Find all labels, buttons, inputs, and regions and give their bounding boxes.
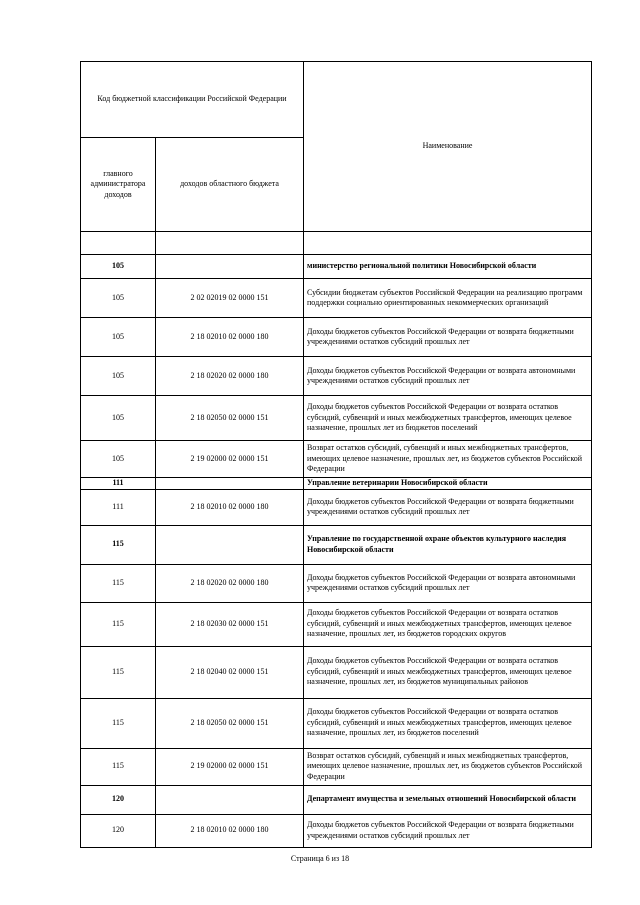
admin-code-cell: 111 (81, 478, 156, 490)
income-code-cell (156, 478, 304, 490)
income-code-cell: 2 02 02019 02 0000 151 (156, 279, 304, 318)
name-cell: Доходы бюджетов субъектов Российской Федерации от возврата бюджетными учреждениями остатков субсидий прошлых лет (304, 814, 592, 847)
income-code-cell: 2 18 02030 02 0000 151 (156, 602, 304, 646)
budget-classification-table (80, 61, 592, 848)
table-row (81, 525, 592, 564)
table-row (81, 646, 592, 698)
table-row (81, 489, 592, 525)
name-cell: министерство региональной политики Новосибирской области (304, 255, 592, 279)
table-row (81, 785, 592, 814)
table-row (81, 602, 592, 646)
name-cell: Управление по государственной охране объектов культурного наследия Новосибирской области (304, 525, 592, 564)
admin-code-cell: 115 (81, 646, 156, 698)
income-code-cell: 2 18 02040 02 0000 151 (156, 646, 304, 698)
table-row (81, 441, 592, 478)
name-cell: Доходы бюджетов субъектов Российской Федерации от возврата бюджетными учреждениями остатков субсидий прошлых лет (304, 318, 592, 357)
admin-code-cell: 115 (81, 748, 156, 785)
table-row (81, 279, 592, 318)
table-row (81, 564, 592, 602)
header-group-title: Код бюджетной классификации Российской Федерации (81, 62, 304, 138)
income-code-cell: 2 18 02050 02 0000 151 (156, 396, 304, 441)
admin-code-cell: 115 (81, 698, 156, 748)
admin-code-cell: 105 (81, 255, 156, 279)
admin-code-cell: 115 (81, 602, 156, 646)
budget-classification-table-container (80, 61, 592, 848)
table-row (81, 357, 592, 396)
name-cell: Доходы бюджетов субъектов Российской Федерации от возврата остатков субсидий, субвенций и иных межбюджетных трансфертов, имеющих целевое назначение, прошлых лет, из бюджетов муниципальных районов (304, 646, 592, 698)
admin-code-cell: 105 (81, 318, 156, 357)
income-code-cell: 2 19 02000 02 0000 151 (156, 441, 304, 478)
admin-code-cell: 105 (81, 441, 156, 478)
header-income-code: доходов областного бюджета (156, 138, 304, 232)
admin-code-cell: 120 (81, 814, 156, 847)
income-code-cell (156, 255, 304, 279)
admin-code-cell: 105 (81, 357, 156, 396)
table-row (81, 698, 592, 748)
income-code-cell: 2 18 02020 02 0000 180 (156, 564, 304, 602)
table-row (81, 318, 592, 357)
admin-code-cell: 111 (81, 489, 156, 525)
admin-code-cell: 115 (81, 564, 156, 602)
income-code-cell: 2 18 02010 02 0000 180 (156, 318, 304, 357)
name-cell: Управление ветеринарии Новосибирской области (304, 478, 592, 490)
header-spacer-row (81, 232, 592, 255)
admin-code-cell: 115 (81, 525, 156, 564)
table-row (81, 255, 592, 279)
income-code-cell: 2 18 02020 02 0000 180 (156, 357, 304, 396)
page-number: Страница 6 из 18 (290, 854, 350, 863)
name-cell: Доходы бюджетов субъектов Российской Федерации от возврата остатков субсидий, субвенций и иных межбюджетных трансфертов, имеющих целевое назначение, прошлых лет из бюджетов поселений (304, 396, 592, 441)
name-cell: Доходы бюджетов субъектов Российской Федерации от возврата бюджетными учреждениями остатков субсидий прошлых лет (304, 489, 592, 525)
name-cell: Возврат остатков субсидий, субвенций и иных межбюджетных трансфертов, имеющих целевое назначение, прошлых лет, из бюджетов субъектов Российской Федерации (304, 748, 592, 785)
income-code-cell (156, 525, 304, 564)
income-code-cell: 2 18 02050 02 0000 151 (156, 698, 304, 748)
spacer-cell (156, 232, 304, 255)
name-cell: Доходы бюджетов субъектов Российской Федерации от возврата автономными учреждениями остатков субсидий прошлых лет (304, 357, 592, 396)
income-code-cell: 2 19 02000 02 0000 151 (156, 748, 304, 785)
header-name: Наименование (304, 62, 592, 232)
spacer-cell (304, 232, 592, 255)
name-cell: Доходы бюджетов субъектов Российской Федерации от возврата автономными учреждениями остатков субсидий прошлых лет (304, 564, 592, 602)
income-code-cell: 2 18 02010 02 0000 180 (156, 489, 304, 525)
name-cell: Департамент имущества и земельных отношений Новосибирской области (304, 785, 592, 814)
spacer-cell (81, 232, 156, 255)
income-code-cell (156, 785, 304, 814)
name-cell: Доходы бюджетов субъектов Российской Федерации от возврата остатков субсидий, субвенций и иных межбюджетных трансфертов, имеющих целевое назначение, прошлых лет, из бюджетов поселений (304, 698, 592, 748)
admin-code-cell: 120 (81, 785, 156, 814)
table-row (81, 396, 592, 441)
admin-code-cell: 105 (81, 396, 156, 441)
table-row (81, 748, 592, 785)
name-cell: Доходы бюджетов субъектов Российской Федерации от возврата остатков субсидий, субвенций и иных межбюджетных трансфертов, имеющих целевое назначение, прошлых лет, из бюджетов городских округов (304, 602, 592, 646)
income-code-cell: 2 18 02010 02 0000 180 (156, 814, 304, 847)
table-row (81, 814, 592, 847)
name-cell: Возврат остатков субсидий, субвенций и иных межбюджетных трансфертов, имеющих целевое назначение, прошлых лет, из бюджетов субъектов Российской Федерации (304, 441, 592, 478)
header-row-group (81, 62, 592, 138)
name-cell: Субсидии бюджетам субъектов Российской Федерации на реализацию программ поддержки социально ориентированных некоммерческих организаций (304, 279, 592, 318)
table-row (81, 478, 592, 490)
header-admin: главного администратора доходов (81, 138, 156, 232)
admin-code-cell: 105 (81, 279, 156, 318)
